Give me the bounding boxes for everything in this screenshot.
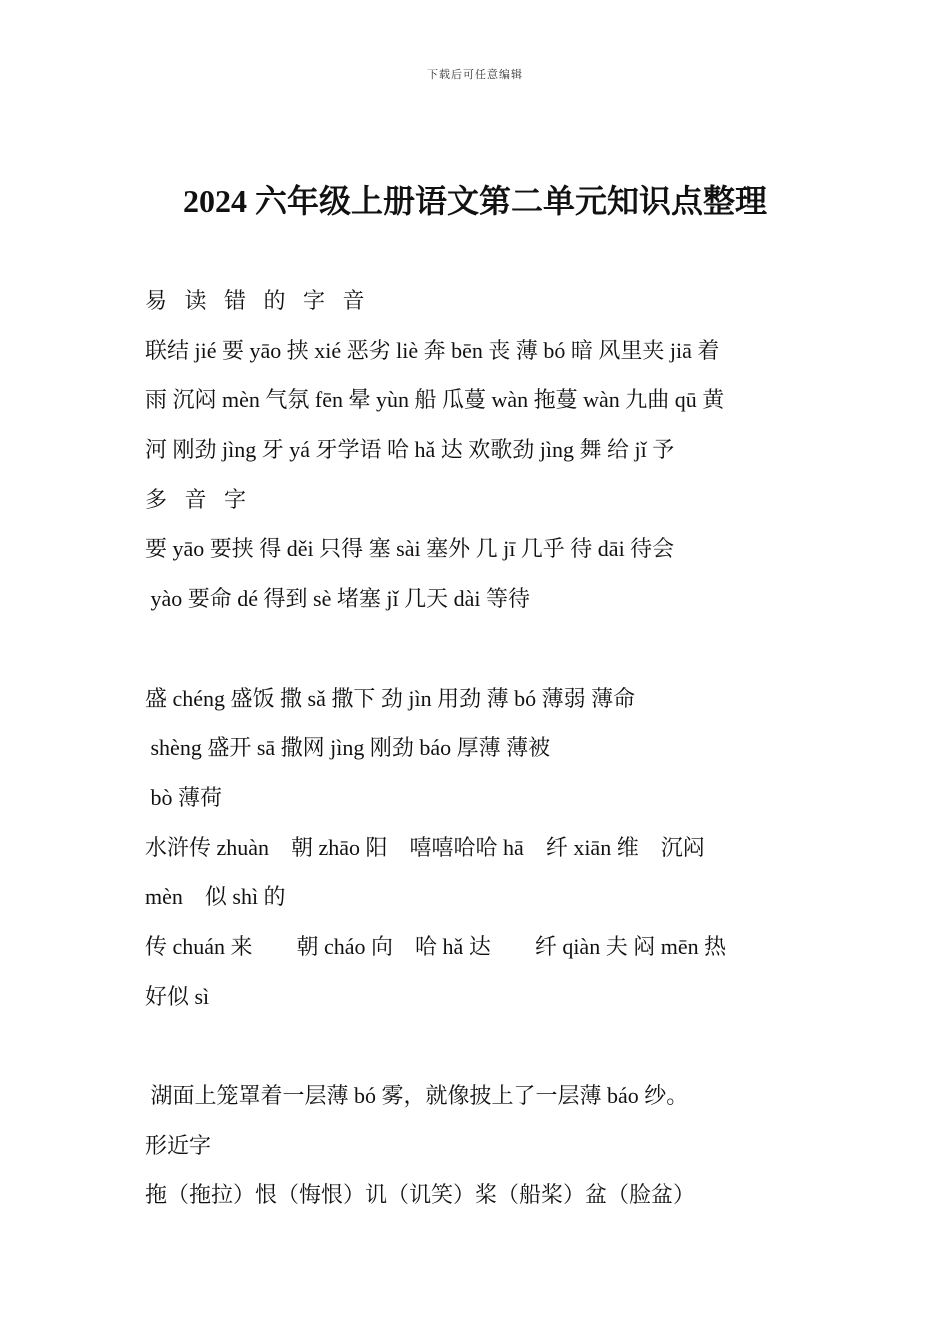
- text-line: 盛 chéng 盛饭 撒 sǎ 撒下 劲 jìn 用劲 薄 bó 薄弱 薄命: [145, 685, 636, 711]
- section-heading-polyphones: 多 音 字: [145, 486, 253, 512]
- section-heading-similar-characters: 形近字: [145, 1132, 212, 1158]
- text-line: 水浒传 zhuàn 朝 zhāo 阳 嘻嘻哈哈 hā 纤 xiān 维 沉闷: [145, 834, 705, 860]
- header-note: 下载后可任意编辑: [427, 68, 523, 81]
- text-line: 传 chuán 来 朝 cháo 向 哈 hǎ 达 纤 qiàn 夫 闷 mēn 热: [145, 933, 727, 959]
- text-line: 拖（拖拉）恨（悔恨）讥（讥笑）桨（船桨）盆（脸盆）: [145, 1182, 696, 1208]
- blank-line: [145, 1021, 810, 1071]
- text-line: 河 刚劲 jìng 牙 yá 牙学语 哈 hǎ 达 欢歌劲 jìng 舞 给 jǐ 予: [145, 437, 675, 463]
- blank-line: [145, 624, 810, 674]
- section-heading-easy-mistake-sounds: 易 读 错 的 字 音: [145, 288, 371, 313]
- example-sentence: 湖面上笼罩着一层薄 bó 雾，就像披上了一层薄 báo 纱。: [145, 1083, 689, 1108]
- text-line: 联结 jié 要 yāo 挟 xié 恶劣 liè 奔 bēn 丧 薄 bó 暗 风里夹 jiā 着: [145, 337, 720, 363]
- document-title: 2024 六年级上册语文第二单元知识点整理: [182, 183, 767, 219]
- document-body: [145, 276, 810, 1220]
- text-line: shèng 盛开 sā 撒网 jìng 刚劲 báo 厚薄 薄被: [145, 735, 551, 761]
- text-line: mèn 似 shì 的: [145, 884, 286, 910]
- text-line: 好似 sì: [145, 983, 210, 1009]
- text-line: bò 薄荷: [145, 784, 223, 810]
- text-line: 要 yāo 要挟 得 děi 只得 塞 sài 塞外 几 jī 几乎 待 dāi 待会: [145, 536, 675, 562]
- text-line: 雨 沉闷 mèn 气氛 fēn 晕 yùn 船 瓜蔓 wàn 拖蔓 wàn 九曲 qū 黄: [145, 387, 725, 413]
- text-line: yào 要命 dé 得到 sè 堵塞 jǐ 几天 dài 等待: [145, 586, 530, 612]
